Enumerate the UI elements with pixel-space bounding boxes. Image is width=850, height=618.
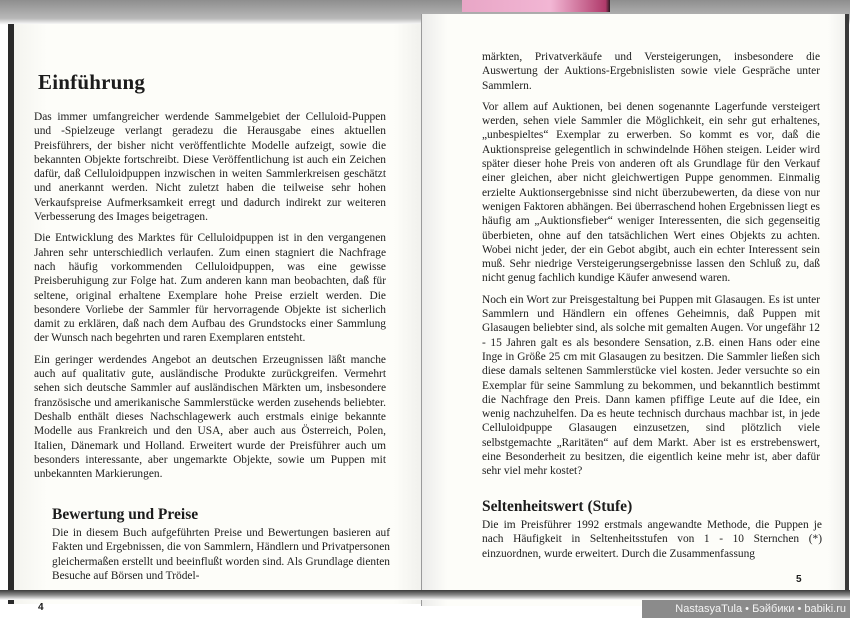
paragraph: märkten, Privatverkäufe und Versteigerungen, insbesondere die Auswertung der Auktions-Ergebnislisten sowie viele Gespräche unter Sammlern. — [482, 51, 820, 92]
section-paragraph: Die im Preisführer 1992 erstmals angewandte Methode, die Puppen je nach Häufigkeit in Seltenheitsstufen von 1 - 10 Sternchen (*) einzuordnen, wurde erweitert. Durch die Zusammenfassung — [482, 519, 822, 560]
page-title: Einführung — [38, 70, 146, 94]
page-number: 5 — [796, 574, 802, 585]
paragraph: Ein geringer werdendes Angebot an deutschen Erzeugnissen läßt manche auch auf qualitativ gute, ausländische Produkte zurückgreifen. Vermehrt sehen sich deutsche Sammler auf ausländischen Märkten um, insbesondere französische und amerikanische Sammlerstücke werden zusehends beliebter. Deshalb enthält dieses Nachschlagewerk auch erstmals einige bekannte Modelle aus Frankreich und den USA, aber auch aus Österreich, Polen, Italien, Dänemark und Holland. Erweitert wurde der Preisführer auch um besonders interessante, aber ungemarkte Objekte, sowie um Puppen mit unbekannten Markierungen. — [34, 353, 386, 481]
watermark: NastasyaTula • Бэйбики • babiki.ru — [642, 600, 850, 618]
section-paragraph: Die in diesem Buch aufgeführten Preise und Bewertungen basieren auf Fakten und Ergebnissen, die von Sammlern, Händlern und Privatpersonen gleichermaßen erstellt und beeinflußt worden sind. Als Grundlage dienten Besuche auf Börsen und Trödel- — [52, 527, 390, 582]
section-heading: Seltenheitswert (Stufe) — [482, 498, 633, 515]
right-page — [421, 14, 849, 606]
left-page — [8, 24, 427, 613]
bookmark-ribbon — [462, 0, 610, 12]
page-number: 4 — [38, 602, 44, 613]
section-seltenheitswert — [482, 498, 822, 561]
paragraph: Das immer umfangreicher werdende Sammelgebiet der Celluloid-Puppen und -Spielzeuge verlangt geradezu die Herausgabe eines aktuellen Preisführers, der bisher nicht veröffentlichte Modelle aufzeigt, sowie die bekannten Objekte fortschreibt. Diese Veröffentlichung ist auch ein Zeichen dafür, daß Celluloidpuppen inzwischen in weiten Sammlerkreisen geschätzt und anerkannt werden. Nicht zuletzt haben die teilweise sehr hohen Verkaufspreise Aufmerksamkeit erregt und dadurch indirekt zur weiteren Verbesserung des Images beigetragen. — [34, 111, 386, 224]
left-page-body — [34, 110, 386, 488]
page-edge-shadow — [0, 590, 850, 600]
section-heading: Bewertung und Preise — [52, 506, 199, 523]
paragraph: Die Entwicklung des Marktes für Celluloidpuppen ist in den vergangenen Jahren sehr unterschiedlich verlaufen. Zum einen stagniert die Nachfrage nach häufig vorkommenden Celluloidpuppen, was eine gewisse Preisberuhigung zur Folge hat. Zum anderen kann man beobachten, daß für seltene, original erhaltene Exemplare hohe Preise erzielt werden. Die besondere Vorliebe der Sammler für hervorragende Objekte ist sicherlich damit zu erklären, daß nach dem Aufbau des Grundstocks einer Sammlung der Wunsch nach begehrten und raren Exemplaren entsteht. — [34, 232, 386, 345]
paragraph: Vor allem auf Auktionen, bei denen sogenannte Lagerfunde versteigert werden, sehen viele Sammler die Möglichkeit, ein sehr gut erhaltenes, „unbespieltes“ Exemplar zu erwerben. So kommt es vor, daß die Auktionspreise gelegentlich in schwindelnde Höhen steigen. Leider wird später dieser hohe Preis von anderen oft als Grundlage für den Verkauf einer gleichen, aber nicht gleichwertigen Puppe genommen. Einmalig erzielte Auktionsergebnisse sind nicht überzubewerten, da diese von nur wenigen Faktoren abhängen. Bei überraschend hohen Ergebnissen liegt es häufig am „Auktionsfieber“ weniger Interessenten, die sich gegenseitig überbieten, ohne auf den tatsächlichen Wert eines Objekts zu achten. Wobei nicht jeder, der ein Gebot abgibt, auch ein echter Interessent sein muß. Sehr niedrige Versteigerungsergebnisse lassen den Schluß zu, daß nicht genug fachlich kundige Käufer anwesend waren. — [482, 100, 820, 285]
right-page-body — [482, 50, 820, 486]
book-spread — [8, 14, 844, 613]
paragraph: Noch ein Wort zur Preisgestaltung bei Puppen mit Glasaugen. Es ist unter Sammlern und Händlern ein offenes Geheimnis, daß Puppen mit Glasaugen beliebter sind, als solche mit gemalten Augen. Vor ungefähr 12 - 15 Jahren galt es als besondere Sensation, z.B. einen Hans oder eine Inge in Größe 25 cm mit Glasaugen zu besitzen. Die Sammler ließen sich diese damals seltenen Sammlerstücke viel kosten. Jeder versuchte so ein Exemplar für seine Sammlung zu bekommen, und bekanntlich bestimmt die Nachfrage den Preis. Dann kamen pfiffige Leute auf die Idee, ein wenig nachzuhelfen. Da es heute technisch durchaus machbar ist, in jede Celluloidpuppe Glasaugen einzusetzen, sind plötzlich viele selbstgemachte „Raritäten“ auf dem Markt. Aber ist es erstrebenswert, eine Besonderheit zu besitzen, die eigentlich keine mehr ist, aber dafür sehr viel mehr kostet? — [482, 293, 820, 478]
section-bewertung — [52, 506, 390, 583]
